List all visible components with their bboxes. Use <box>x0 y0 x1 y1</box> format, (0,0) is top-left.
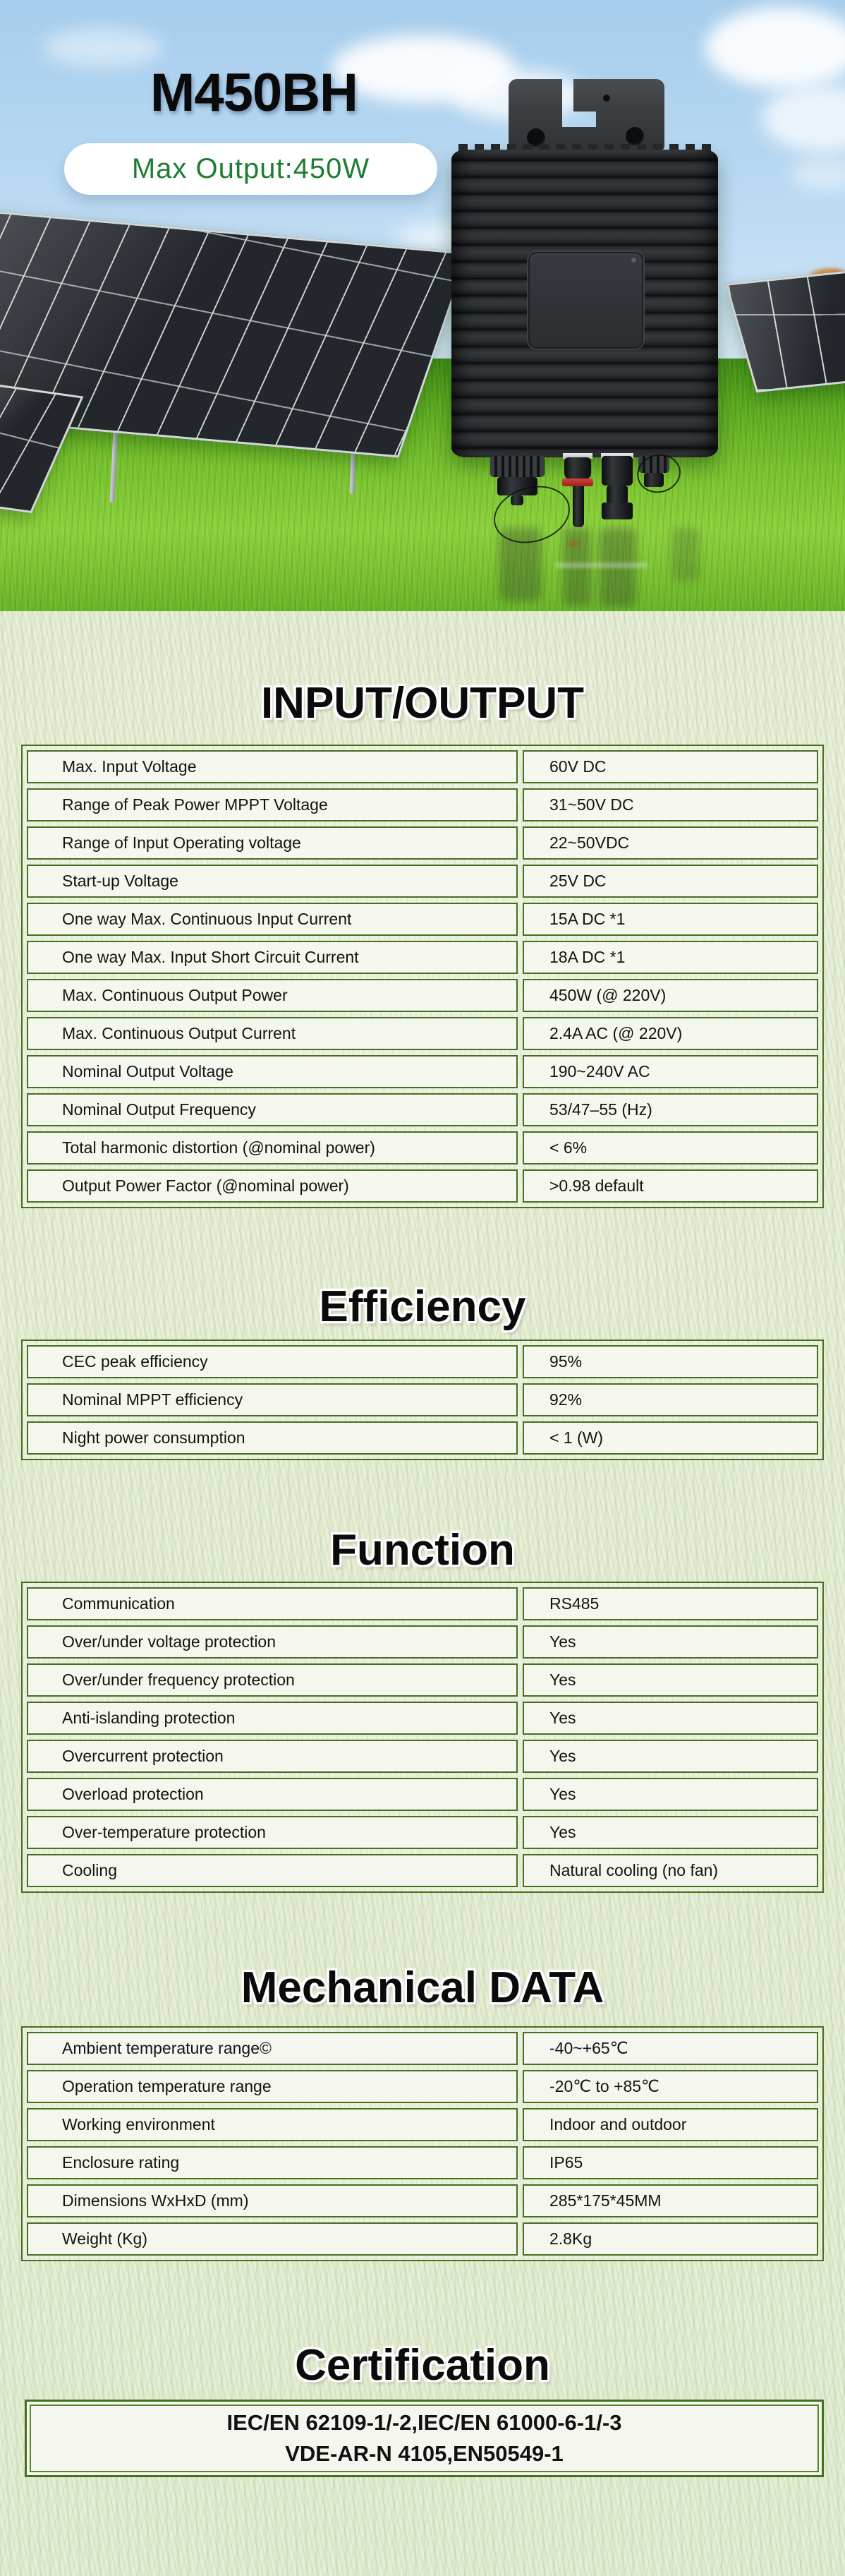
mc4-connector-end <box>602 502 633 519</box>
table-row <box>27 941 818 974</box>
section-title-function: Function <box>330 1526 515 1575</box>
spec-label: Max. Continuous Output Current <box>27 1017 518 1050</box>
reflection-highlight <box>556 563 648 567</box>
section-title-input-output: INPUT/OUTPUT <box>260 679 585 728</box>
table-row <box>27 1017 818 1050</box>
certification-line: IEC/EN 62109-1/-2,IEC/EN 61000-6-1/-3 <box>226 2410 622 2435</box>
spec-label: Output Power Factor (@nominal power) <box>27 1169 518 1203</box>
inverter-reflection <box>671 528 700 582</box>
spec-label: Start-up Voltage <box>27 865 518 898</box>
table-row <box>27 1587 818 1620</box>
spec-label: Cooling <box>27 1854 518 1887</box>
spec-value: 2.8Kg <box>523 2222 818 2256</box>
spec-label: Dimensions WxHxD (mm) <box>27 2184 518 2217</box>
table-row <box>27 1383 818 1416</box>
table-row <box>27 826 818 860</box>
ac-connector-head <box>564 457 591 480</box>
inverter-nameplate <box>528 252 643 349</box>
table-row <box>27 1055 818 1088</box>
spec-value: 60V DC <box>523 750 818 783</box>
spec-label: Range of Input Operating voltage <box>27 826 518 860</box>
table-row <box>27 1816 818 1849</box>
ac-cable <box>573 486 584 527</box>
table-row <box>27 903 818 936</box>
certification-box <box>25 2400 824 2477</box>
mechanical-table <box>21 2026 824 2261</box>
spec-label: Working environment <box>27 2108 518 2141</box>
spec-value: Natural cooling (no fan) <box>523 1854 818 1887</box>
spec-value: 31~50V DC <box>523 788 818 821</box>
spec-value: 285*175*45MM <box>523 2184 818 2217</box>
spec-value: 18A DC *1 <box>523 941 818 974</box>
spec-value: -40~+65℃ <box>523 2032 818 2065</box>
spec-value: 15A DC *1 <box>523 903 818 936</box>
spec-value: 25V DC <box>523 865 818 898</box>
hero-banner <box>0 0 845 611</box>
spec-value: < 1 (W) <box>523 1421 818 1455</box>
spec-value: Yes <box>523 1778 818 1811</box>
section-title-certification: Certification <box>295 2341 550 2390</box>
spec-label: CEC peak efficiency <box>27 1345 518 1378</box>
inverter-body <box>451 150 718 457</box>
spec-label: One way Max. Continuous Input Current <box>27 903 518 936</box>
table-row <box>27 1625 818 1659</box>
spec-value: 2.4A AC (@ 220V) <box>523 1017 818 1050</box>
mc4-connector-mid <box>607 486 628 504</box>
inverter-reflection <box>600 528 636 607</box>
cloud <box>42 28 162 67</box>
spec-label: Communication <box>27 1587 518 1620</box>
spec-label: Operation temperature range <box>27 2070 518 2103</box>
certification-inner-frame <box>30 2405 819 2472</box>
section-title-efficiency: Efficiency <box>319 1282 526 1331</box>
spec-label: Anti-islanding protection <box>27 1702 518 1735</box>
table-row <box>27 1778 818 1811</box>
table-row <box>27 2184 818 2217</box>
product-model-title: M450BH <box>150 63 358 123</box>
max-output-badge <box>64 143 437 195</box>
table-row <box>27 2032 818 2065</box>
table-row <box>27 1093 818 1126</box>
table-row <box>27 1663 818 1697</box>
section-title-mechanical: Mechanical DATA <box>241 1963 604 2012</box>
spec-value: >0.98 default <box>523 1169 818 1203</box>
dc-connector-nut <box>490 456 545 477</box>
spec-label: Overcurrent protection <box>27 1740 518 1773</box>
spec-value: 190~240V AC <box>523 1055 818 1088</box>
spec-label: Over/under voltage protection <box>27 1625 518 1659</box>
spec-value: < 6% <box>523 1131 818 1164</box>
table-row <box>27 2108 818 2141</box>
table-row <box>27 788 818 821</box>
screw <box>631 258 636 263</box>
spec-value: -20℃ to +85℃ <box>523 2070 818 2103</box>
table-row <box>27 750 818 783</box>
spec-label: Max. Input Voltage <box>27 750 518 783</box>
spec-value: Yes <box>523 1740 818 1773</box>
spec-value: 450W (@ 220V) <box>523 979 818 1012</box>
spec-value: IP65 <box>523 2146 818 2179</box>
table-row <box>27 1854 818 1887</box>
bracket-hole <box>626 127 644 145</box>
spec-label: Overload protection <box>27 1778 518 1811</box>
spec-label: Total harmonic distortion (@nominal power) <box>27 1131 518 1164</box>
table-row <box>27 1345 818 1378</box>
spec-label: Nominal Output Voltage <box>27 1055 518 1088</box>
spec-label: Over-temperature protection <box>27 1816 518 1849</box>
spec-label: Over/under frequency protection <box>27 1663 518 1697</box>
spec-label: Nominal MPPT efficiency <box>27 1383 518 1416</box>
spec-value: Yes <box>523 1625 818 1659</box>
table-row <box>27 979 818 1012</box>
table-row <box>27 1740 818 1773</box>
spec-value: RS485 <box>523 1587 818 1620</box>
spec-value: Yes <box>523 1816 818 1849</box>
spec-label: Enclosure rating <box>27 2146 518 2179</box>
spec-value: 53/47–55 (Hz) <box>523 1093 818 1126</box>
table-row <box>27 865 818 898</box>
certification-line: VDE-AR-N 4105,EN50549-1 <box>285 2441 564 2466</box>
spec-label: Max. Continuous Output Power <box>27 979 518 1012</box>
efficiency-table <box>21 1340 824 1460</box>
table-row <box>27 1131 818 1164</box>
spec-value: 22~50VDC <box>523 826 818 860</box>
function-table <box>21 1582 824 1893</box>
table-row <box>27 1421 818 1455</box>
table-row <box>27 2070 818 2103</box>
table-row <box>27 2146 818 2179</box>
input-output-table <box>21 745 824 1208</box>
reflection-red-dot <box>569 541 578 546</box>
table-row <box>27 1169 818 1203</box>
spec-label: Night power consumption <box>27 1421 518 1455</box>
spec-label: Ambient temperature range© <box>27 2032 518 2065</box>
spec-label: Range of Peak Power MPPT Voltage <box>27 788 518 821</box>
spec-label: Nominal Output Frequency <box>27 1093 518 1126</box>
spec-value: Yes <box>523 1702 818 1735</box>
max-output-badge-text: Max Output:450W <box>131 153 370 184</box>
spec-value: 95% <box>523 1345 818 1378</box>
connector-red-band <box>562 479 593 486</box>
spec-value: Yes <box>523 1663 818 1697</box>
mc4-connector-top <box>602 456 633 486</box>
spec-value: Indoor and outdoor <box>523 2108 818 2141</box>
spec-value: 92% <box>523 1383 818 1416</box>
spec-label: One way Max. Input Short Circuit Current <box>27 941 518 974</box>
bracket-hole <box>603 95 610 102</box>
table-row <box>27 2222 818 2256</box>
spec-label: Weight (Kg) <box>27 2222 518 2256</box>
table-row <box>27 1702 818 1735</box>
